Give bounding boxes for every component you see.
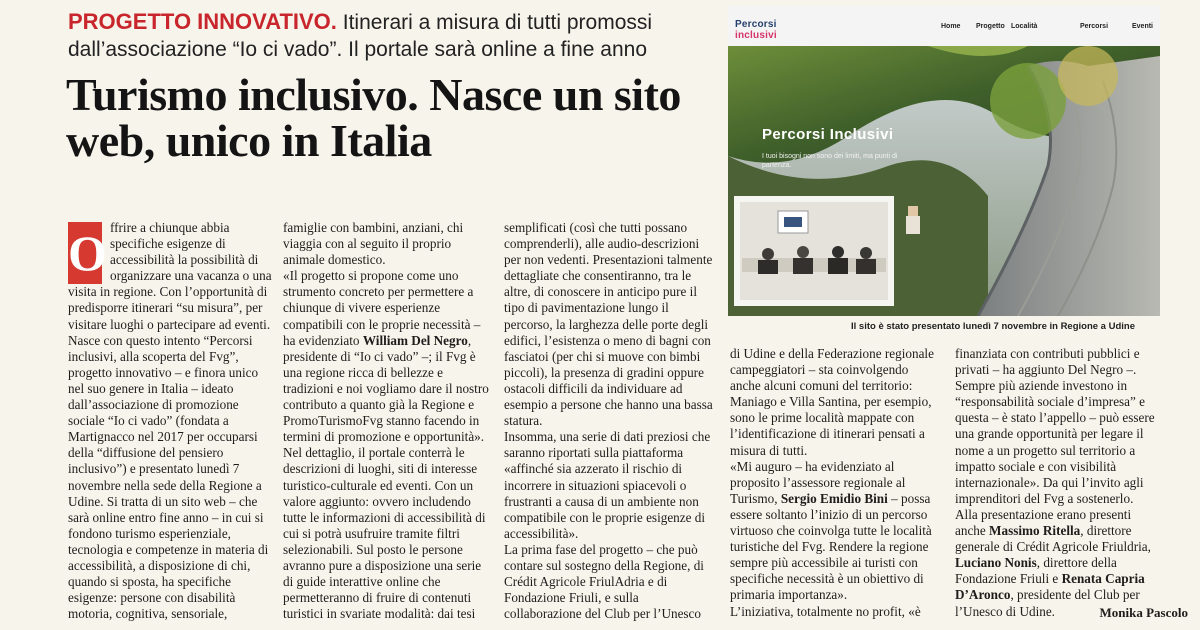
hero-title: Percorsi Inclusivi [762,126,894,143]
site-logo-line-2: inclusivi [735,30,777,41]
text-run: , presidente di “Io ci vado” –; il Fvg è una regione ricca di bellezze e tradizioni e noi vogliamo dare il nostro contributo a quanto già la Regione e PromoTurismoFvg stanno facendo in termini di promozione e opportunità». [283,332,489,445]
text-run: Alla presentazione erano presenti anche [955,506,1132,539]
article-column-2 [283,220,493,622]
paragraph: L’iniziativa, totalmente no profit, «è [730,603,921,619]
text-run: , direttore della Fondazione Friuli e [955,555,1117,587]
person-name: Massimo Ritella [989,523,1081,539]
site-logo-line-1: Percorsi [735,19,777,30]
text-run: – possa essere soltanto l’inizio di un percorso virtuoso che coinvolga tutte le località turistiche del Fvg. Rendere la regione sempre più accessibile ai turisti con specifiche necessità è un obiettivo di primaria importanza». [730,490,932,603]
article-column-4 [730,346,942,620]
headline: Turismo inclusivo. Nasce un sito web, unico in Italia [66,69,681,166]
person-name: Luciano Nonis [955,555,1037,571]
kicker-label: PROGETTO INNOVATIVO. [68,9,337,34]
nav-item-eventi: Eventi [1132,23,1154,30]
paragraph: finanziata con contributi pubblici e privati – ha aggiunto Del Negro –. Sempre più aziende investono in “responsabilità sociale d’impresa” e questa – è stato l’appello – può essere una grande opportunità per legare il nome a un progetto sul territorio a impatto sociale e con visibilità internazionale». Da qui l’invito agli imprenditori del Fvg a sostenerlo. [955,346,1155,506]
website-photo [728,6,1160,316]
kicker [68,8,718,63]
paragraph: di Udine e della Federazione regionale campeggiatori – sta coinvolgendo anche alcuni comuni del territorio: Maniago e Villa Santina, per esempio, sono le prime località mappate con l’identificazione di itinerari pensati a misura di tutti. [730,346,934,458]
paragraph [955,507,1165,620]
author-signature: Monika Pascolo [1099,605,1188,620]
kicker-text: Itinerari a misura di tutti promossi dall’associazione “Io ci vado”. Il portale sarà online a fine anno [68,11,653,61]
paragraph: La prima fase del progetto – che può contare sul sostegno della Regione, di Crédit Agricole FriulAdria e di Fondazione Friuli, e sulla collaborazione del Club per l’Unesco [504,541,704,622]
paragraph-quote [283,268,493,445]
article-column-1 [68,220,274,622]
person-name: Renata Capria D’Aronco [955,571,1145,603]
text-run: «Mi auguro – ha evidenziato al proposito l’assessore regionale al Turismo, [730,458,906,506]
article-column-3 [504,220,716,622]
person-name: William Del Negro [362,332,468,348]
hero-subtitle: I tuoi bisogni non sono dei limiti, ma punti di partenza. [762,153,898,169]
text-run: , direttore generale di Crédit Agricole Friuldria, [955,523,1151,555]
paragraph: semplificati (così che tutti possano comprenderli), alle audio-descrizioni per non vedenti. Presentazioni talmente dettagliate che consentiranno, tra le altre, di conoscere in anticipo pure il tipo di pavimentazione lungo il percorso, la larghezza delle porte degli edifici, l’esistenza o meno di bagni con fasciatoi (per chi si muove con bimbi piccoli), la presenza di gradini oppure ostacoli difficili da individuare ad esempio a persone che hanno una bassa statura. [504,220,713,429]
photo-caption: Il sito è stato presentato lunedì 7 novembre in Regione a Udine [851,321,1135,332]
article-column-5 [955,346,1165,620]
paragraph: ffrire a chiunque abbia specifiche esigenze di accessibilità la possibilità di organizzare una vacanza o una visita in regione. Con l’opportunità di predisporre itinerari “su misura”, per visitare luoghi o partecipare ad eventi. Nasce con questo intento “Percorsi inclusivi, alla scoperta del Fvg”, progetto innovativo – e finora unico nel suo genere in Italia – ideato dall’associazione di promozione sociale “Io ci vado” (fondata a Martignacco nel 2017 per occuparsi della “diffusione del pensiero inclusivo”) e presentato lunedì 7 novembre nella sede della Regione a Udine. Si tratta di un sito web – che sarà online entro fine anno – in cui si fondono turismo esperienziale, tecnologia e competenze in materia di accessibilità, a disposizione di chi, quando si sposta, ha specifiche esigenze: persone con disabilità motoria, cognitiva, sensoriale, [68,220,272,622]
paragraph: famiglie con bambini, anziani, chi viaggia con al seguito il proprio animale domestico. [283,220,464,268]
nav-item-percorsi: Percorsi [1080,23,1109,30]
paragraph-quote [730,459,942,604]
site-nav [728,23,1160,35]
nav-item-home: Home [941,23,961,30]
text-run: «Il progetto si propone come uno strumento concreto per permettere a chiunque di vivere esperienze compatibili con le proprie necessità – ha evidenziato [283,268,481,348]
person-name: Sergio Emidio Bini [780,490,888,506]
dropcap: O [68,222,102,284]
paragraph: Insomma, una serie di dati preziosi che saranno riportati sulla piattaforma «affinché sia azzerato il rischio di incorrere in situazioni spiacevoli o frustranti a causa di un ambiente non compatibile con le proprie esigenze di accessibilità». [504,429,711,541]
nav-item-localita: Località [1011,23,1038,30]
paragraph: Nel dettaglio, il portale conterrà le descrizioni di luoghi, siti di interesse turistico-culturale ed eventi. Con un valore aggiunto: ovvero includendo tutte le informazioni di accessibilità di cui si potrà usufruire tramite filtri selezionabili. Sul posto le persone avranno pure a disposizione una serie di guide interattive online che permetteranno di fruire di contenuti turistici in svariate modalità: dai tesi [283,445,486,622]
nav-item-progetto: Progetto [976,23,1005,30]
text-run: , presidente del Club per l’Unesco di Udine. [955,587,1140,619]
